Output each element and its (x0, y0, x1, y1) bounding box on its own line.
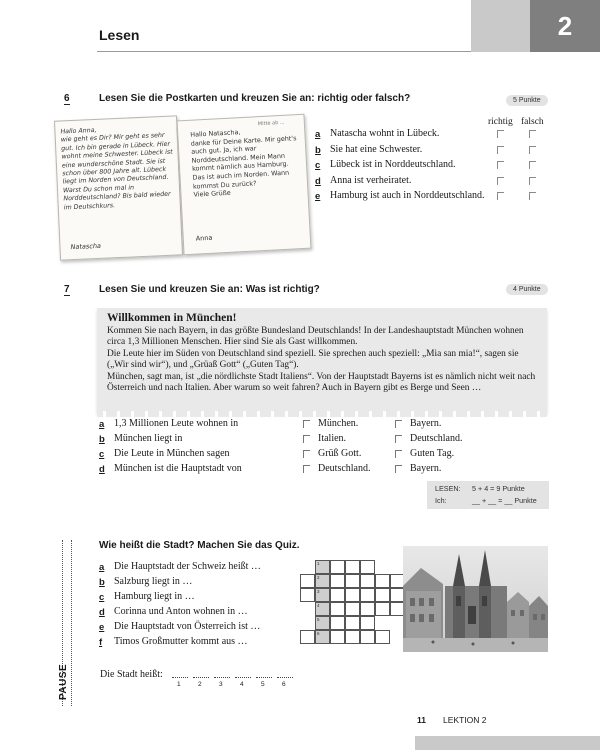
column-richtig: richtig (488, 117, 513, 127)
statement-text: Sie hat eine Schwester. (330, 143, 423, 155)
exercise-7-number: 7 (64, 284, 70, 295)
item-letter: c (99, 449, 105, 460)
crossword-cell[interactable] (300, 630, 315, 644)
article-paragraph-2: Die Leute hier im Süden von Deutschland sind speziell. Sie sprechen auch speziell: „Mia san mia!“, sagen sie („Wir sind wir“), und „Grüaß Gott“ („Guten Tag“). (107, 349, 519, 370)
postcard-1-signature: Natascha (70, 241, 102, 252)
munich-article (97, 308, 547, 413)
statement-letter: c (315, 160, 321, 171)
quiz-letter: b (99, 577, 105, 588)
option-2-text: Guten Tag. (410, 448, 455, 459)
quiz-title: Wie heißt die Stadt? Machen Sie das Quiz. (99, 540, 300, 551)
score-ich-value[interactable]: __ + __ = __ Punkte (472, 496, 537, 505)
quiz-question: Corinna und Anton wohnen in … (114, 606, 248, 617)
crossword-cell[interactable] (345, 616, 360, 630)
postcard-2-text: Hallo Natascha, danke für Deine Karte. Mir geht's auch gut. Ja, ich war Norddeutschland. Mein Mann kommt nämlich aus Hamburg. Das ist auch im Norden. Wann kommst Du zurück? Viele Grüße (190, 128, 297, 199)
option-2-text: Bayern. (410, 463, 442, 474)
statement-text: Anna ist verheiratet. (330, 174, 412, 186)
crossword-row-number: 2 (317, 575, 320, 580)
crossword-cell[interactable] (375, 574, 390, 588)
checkbox-falsch[interactable] (529, 130, 536, 138)
crossword-cell[interactable] (360, 574, 375, 588)
crossword-cell[interactable] (345, 588, 360, 602)
crossword-cell[interactable] (300, 574, 315, 588)
postcard-anna (177, 114, 312, 256)
crossword-cell[interactable] (330, 560, 345, 574)
statement-text: Lübeck ist in Norddeutschland. (330, 159, 456, 170)
crossword-cell[interactable] (360, 560, 375, 574)
checkbox-richtig[interactable] (497, 146, 504, 154)
answer-number: 6 (282, 681, 286, 688)
answer-label: Die Stadt heißt: (100, 669, 163, 680)
item-text: Die Leute in München sagen (114, 448, 230, 459)
item-text: München liegt in (114, 433, 183, 444)
answer-number: 3 (219, 681, 223, 688)
answer-blank[interactable] (235, 672, 251, 678)
page-number: 11 (417, 715, 426, 725)
crossword-cell[interactable] (375, 588, 390, 602)
checkbox-richtig[interactable] (497, 192, 504, 200)
crossword-cell[interactable] (330, 616, 345, 630)
checkbox-option-2[interactable] (395, 435, 402, 443)
quiz-question: Die Hauptstadt von Österreich ist … (114, 621, 261, 632)
checkbox-falsch[interactable] (529, 161, 536, 169)
exercise-6-title: Lesen Sie die Postkarten und kreuzen Sie an: richtig oder falsch? (99, 93, 411, 104)
quiz-question: Salzburg liegt in … (114, 576, 193, 587)
checkbox-option-2[interactable] (395, 450, 402, 458)
crossword-cell[interactable] (330, 574, 345, 588)
statement-letter: e (315, 191, 321, 202)
answer-blank[interactable] (256, 672, 272, 678)
exercise-6-points: 5 Punkte (506, 95, 548, 106)
bremen-photo (403, 546, 548, 652)
option-1-text: Deutschland. (318, 463, 371, 474)
postcard-1-text: Hallo Anna, wie geht es Dir? Mir geht es sehr gut. Ich bin gerade in Lübeck. Hier wohnt meine Schwester. Lübeck ist eine wunderschöne Stadt. Sie ist schon über 800 Jahre alt. Lübeck liegt im Norden von Deutschland. Warst Du schon mal in Norddeutschland? Bis bald wieder im Deutschkurs. (60, 126, 173, 212)
answer-blank[interactable] (277, 672, 293, 678)
checkbox-richtig[interactable] (497, 161, 504, 169)
crossword-cell[interactable] (360, 616, 375, 630)
statement-text: Natascha wohnt in Lübeck. (330, 128, 440, 139)
crossword-row-number: 1 (317, 561, 320, 566)
crossword-row-number: 3 (317, 589, 320, 594)
item-letter: b (99, 434, 105, 445)
article-title: Willkommen in München! (107, 312, 237, 324)
quiz-letter: a (99, 562, 105, 573)
crossword-cell[interactable] (375, 630, 390, 644)
article-paragraph-1: Kommen Sie nach Bayern, in das größte Bundesland Deutschlands! In der Landeshauptstadt München wohnen circa 1,3 Millionen Menschen. Hier sind Sie als Gast willkommen. (107, 326, 524, 347)
checkbox-option-1[interactable] (303, 465, 310, 473)
crossword-cell[interactable] (345, 630, 360, 644)
quiz-question: Hamburg liegt in … (114, 591, 195, 602)
crossword-cell[interactable] (360, 602, 375, 616)
chapter-number: 2 (530, 0, 600, 52)
checkbox-richtig[interactable] (497, 177, 504, 185)
crossword-row-number: 4 (317, 603, 320, 608)
item-text: München ist die Hauptstadt von (114, 463, 242, 474)
crossword-cell[interactable] (375, 602, 390, 616)
answer-number: 5 (261, 681, 265, 688)
column-falsch: falsch (521, 117, 544, 127)
exercise-6-number: 6 (64, 93, 70, 104)
checkbox-falsch[interactable] (529, 192, 536, 200)
checkbox-option-1[interactable] (303, 450, 310, 458)
score-box (427, 481, 549, 509)
crossword-cell[interactable] (300, 588, 315, 602)
quiz-letter: e (99, 622, 105, 633)
option-2-text: Bayern. (410, 418, 442, 429)
crossword-cell[interactable] (330, 630, 345, 644)
answer-number: 2 (198, 681, 202, 688)
crossword-row-number: 6 (317, 631, 320, 636)
option-1-text: Italien. (318, 433, 347, 444)
statement-text: Hamburg ist auch in Norddeutschland. (330, 190, 485, 201)
quiz-question: Timos Großmutter kommt aus … (114, 636, 248, 647)
item-letter: d (99, 464, 105, 475)
postcard-2-signature: Anna (195, 233, 213, 243)
answer-blank[interactable] (193, 672, 209, 678)
crossword-cell[interactable] (330, 588, 345, 602)
header-grey-block (471, 0, 530, 52)
crossword-row-number: 5 (317, 617, 320, 622)
option-1-text: München. (318, 418, 359, 429)
quiz-question: Die Hauptstadt der Schweiz heißt … (114, 561, 261, 572)
answer-blank[interactable] (172, 672, 188, 678)
statement-letter: b (315, 144, 321, 156)
crossword-cell[interactable] (330, 602, 345, 616)
footer-bar (415, 736, 600, 750)
postcard-natascha (54, 115, 183, 260)
exercise-7-title: Lesen Sie und kreuzen Sie an: Was ist richtig? (99, 284, 320, 295)
quiz-letter: f (99, 637, 103, 648)
crossword-cell[interactable] (360, 588, 375, 602)
exercise-7-points: 4 Punkte (506, 284, 548, 295)
crossword-cell[interactable] (345, 574, 360, 588)
statement-letter: a (315, 129, 321, 140)
checkbox-option-2[interactable] (395, 420, 402, 428)
quiz-letter: c (99, 592, 105, 603)
checkbox-option-1[interactable] (303, 420, 310, 428)
checkbox-falsch[interactable] (529, 146, 536, 154)
quiz-letter: d (99, 607, 105, 618)
score-lesen-value: 5 + 4 = 9 Punkte (472, 484, 525, 493)
pause-label: PAUSE (58, 663, 69, 700)
page-title: Lesen (99, 27, 140, 43)
answer-blank[interactable] (214, 672, 230, 678)
answer-number: 4 (240, 681, 244, 688)
crossword-cell[interactable] (360, 630, 375, 644)
item-letter: a (99, 419, 105, 430)
postcard-2-stamp: Mitte ab ... (257, 119, 285, 128)
crossword-cell[interactable] (345, 602, 360, 616)
statement-letter: d (315, 175, 321, 187)
option-2-text: Deutschland. (410, 433, 463, 444)
checkbox-falsch[interactable] (529, 177, 536, 185)
score-lesen-label: LESEN: (435, 484, 461, 493)
crossword-cell[interactable] (345, 560, 360, 574)
checkbox-option-1[interactable] (303, 435, 310, 443)
score-ich-label: Ich: (435, 496, 447, 505)
lesson-label: LEKTION 2 (443, 715, 487, 725)
item-text: 1,3 Millionen Leute wohnen in (114, 418, 239, 429)
checkbox-richtig[interactable] (497, 130, 504, 138)
answer-number: 1 (177, 681, 181, 688)
article-paragraph-3: München, sagt man, ist „die nördlichste Stadt Italiens“. Von der Hauptstadt Bayerns ist es nämlich nicht weit nach Österreich und nach Italien. Aber warum so weit fahren? Auch in Bayern gibt es Berge und Seen … (107, 372, 536, 393)
checkbox-option-2[interactable] (395, 465, 402, 473)
city-hall-image (403, 546, 548, 652)
option-1-text: Grüß Gott. (318, 448, 362, 459)
